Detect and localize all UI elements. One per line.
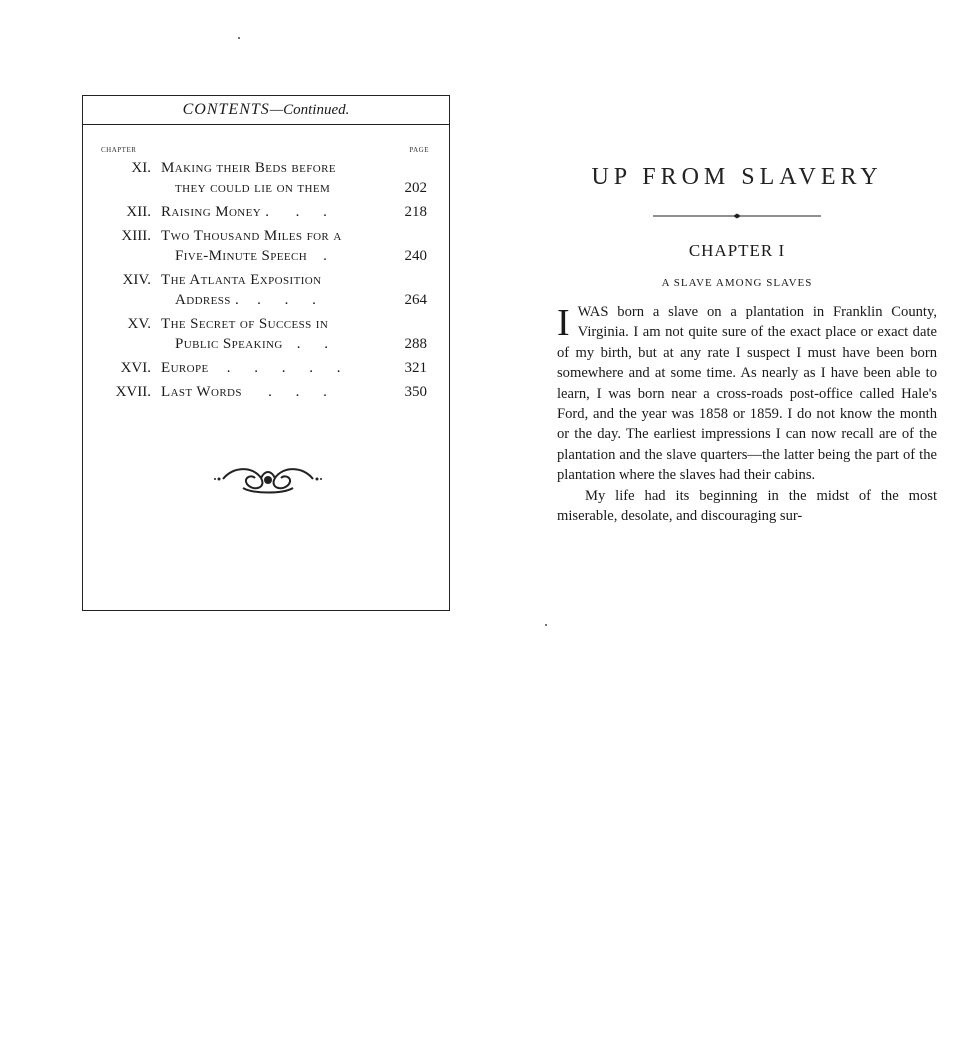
chapter-title [161, 314, 383, 354]
chapter-column-header: CHAPTER [101, 146, 137, 154]
contents-box [82, 95, 450, 611]
chapter-subtitle: A SLAVE AMONG SLAVES [661, 277, 813, 289]
chapter-title-line2 [161, 290, 383, 310]
toc-entry[interactable] [83, 382, 449, 402]
chapter-title-line1: Making their Beds before [161, 160, 336, 176]
chapter-title-line2 [161, 246, 383, 266]
chapter-number: XIII. [121, 228, 151, 244]
leader-dots: . . . [257, 292, 326, 308]
chapter-title-line1: Two Thousand Miles for a [161, 228, 342, 244]
chapter-number: XVII. [115, 384, 151, 400]
chapter-title-line1: Europe [161, 360, 209, 376]
chapter-heading: CHAPTER I [688, 241, 786, 260]
contents-title-sub: —Continued. [269, 102, 350, 118]
right-page [490, 0, 980, 668]
chapter-title-line2-text: Five-Minute Speech [175, 248, 308, 264]
chapter-body [557, 302, 937, 526]
paragraph-1 [557, 302, 937, 486]
chapter-number: XV. [127, 316, 151, 332]
leader-dots: . . [295, 204, 337, 220]
page-number: 350 [404, 384, 427, 400]
chapter-number: XIV. [122, 272, 151, 288]
page-number: 321 [404, 360, 427, 376]
chapter-title [161, 382, 383, 402]
toc-entry[interactable] [83, 226, 449, 266]
chapter-title-line1: The Secret of Success in [161, 316, 329, 332]
book-title: UP FROM SLAVERY [591, 164, 883, 190]
chapter-title-line2-text: Address . [175, 292, 240, 308]
left-page [0, 0, 490, 668]
table-of-contents [83, 158, 449, 406]
chapter-title [161, 358, 383, 378]
chapter-title-line1: Raising Money . [161, 204, 270, 220]
lead-word: WAS [577, 304, 609, 320]
chapter-title [161, 202, 383, 222]
leader-dots: . [323, 248, 337, 264]
chapter-title [161, 158, 383, 198]
chapter-title-line2 [161, 334, 383, 354]
page-number: 240 [404, 248, 427, 264]
chapter-title-line2-text: Public Speaking [175, 336, 283, 352]
chapter-number: XI. [131, 160, 151, 176]
leader-dots: . . [296, 336, 338, 352]
column-headers [101, 146, 429, 156]
toc-entry[interactable] [83, 314, 449, 354]
toc-entry[interactable] [83, 158, 449, 198]
paragraph-2: My life had its beginning in the midst of the most miserable, desolate, and discouraging sur- [557, 487, 937, 525]
chapter-title-line1: The Atlanta Exposition [161, 272, 322, 288]
paragraph-1-text: born a slave on a plantation in Franklin County, Virginia. I am not quite sure of the exact place or exact date of my birth, but at any rate I suspect I must have been born somewhere and at some time. As nearly as I have been able to learn, I was born near a cross-roads post-office called Hale's Ford, and the year was 1858 or 1859. I do not know the month or the day. The earliest impressions I can now recall are of the plantation and the slave quarters—the latter being the part of the plantation where the slaves had their cabins. [557, 304, 937, 484]
page-column-header: PAGE [409, 146, 429, 154]
leader-dots: . . . . . [226, 360, 351, 376]
page-number: 264 [404, 292, 427, 308]
page-number: 288 [404, 336, 427, 352]
chapter-title [161, 226, 383, 266]
contents-title [83, 96, 449, 125]
ink-speck [238, 37, 240, 39]
leader-dots: . . . [268, 384, 337, 400]
chapter-title-line1: Last Words [161, 384, 242, 400]
ink-speck [545, 624, 547, 626]
toc-entry[interactable] [83, 202, 449, 222]
page-number: 218 [404, 204, 427, 220]
chapter-number: XVI. [120, 360, 151, 376]
chapter-title-line2: they could lie on them [175, 180, 331, 196]
toc-entry[interactable] [83, 270, 449, 310]
drop-cap: I [557, 302, 570, 344]
chapter-number: XII. [126, 204, 151, 220]
decorative-ornament-icon [213, 462, 323, 496]
toc-entry[interactable] [83, 358, 449, 378]
chapter-title [161, 270, 383, 310]
page-number: 202 [404, 180, 427, 196]
title-rule-ornament-icon [653, 213, 821, 219]
contents-title-main: CONTENTS [182, 101, 270, 118]
